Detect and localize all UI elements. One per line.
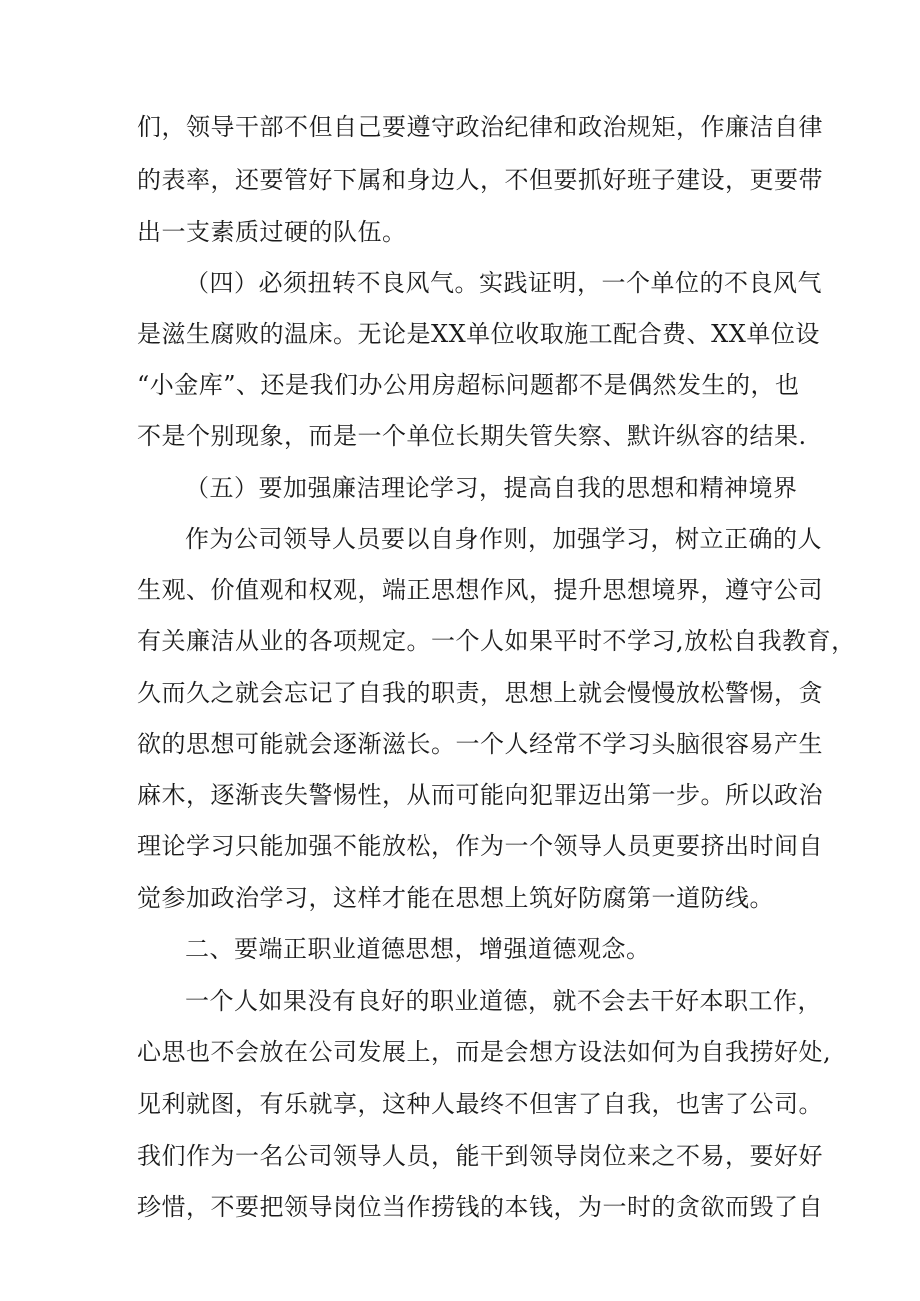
text-line: 久而久之就会忘记了自我的职责，思想上就会慢慢放松警惕，贪 <box>137 679 823 707</box>
text-line: 出一支素质过硬的队伍。 <box>137 218 407 246</box>
text-line: 欲的思想可能就会逐渐滋长。一个人经常不学习头脑很容易产生 <box>137 730 823 758</box>
text-line: 麻木，逐渐丧失警惕性，从而可能向犯罪迈出第一步。所以政治 <box>137 781 823 809</box>
section-heading-2: 二、要端正职业道德思想，增强道德观念。 <box>185 935 651 963</box>
text-line: 见利就图，有乐就享，这种人最终不但害了自我，也害了公司。 <box>137 1090 823 1118</box>
text-line: 心思也不会放在公司发展上，而是会想方设法如何为自我捞好处, <box>137 1038 832 1066</box>
text-line: 生观、价值观和权观，端正思想作风，提升思想境界，遵守公司 <box>137 576 823 604</box>
paragraph-heading-5: （五）要加强廉洁理论学习，提高自我的思想和精神境界 <box>185 474 798 502</box>
text-line: 我们作为一名公司领导人员，能干到领导岗位来之不易，要好好 <box>137 1142 823 1170</box>
text-line: “小金库”、还是我们办公用房超标问题都不是偶然发生的，也 <box>137 371 800 399</box>
paragraph-heading-4: （四）必须扭转不良风气。实践证明，一个单位的不良风气 <box>185 269 822 297</box>
text-line: 一个人如果没有良好的职业道德，就不会去干好本职工作， <box>185 987 822 1015</box>
text-line: 是滋生腐败的温床。无论是XX单位收取施工配合费、XX单位设 <box>137 320 820 348</box>
text-line: 有关廉洁从业的各项规定。一个人如果平时不学习,放松自我教育， <box>137 627 856 655</box>
text-line: 珍惜，不要把领导岗位当作捞钱的本钱，为一时的贪欲而毁了自 <box>137 1193 823 1221</box>
text-line: 理论学习只能加强不能放松，作为一个领导人员更要挤出时间自 <box>137 832 823 860</box>
text-line: 觉参加政治学习，这样才能在思想上筑好防腐第一道防线。 <box>137 884 774 912</box>
text-line: 不是个别现象，而是一个单位长期失管失察、默许纵容的结果. <box>137 422 807 450</box>
text-line: 作为公司领导人员要以自身作则，加强学习，树立正确的人 <box>185 525 822 553</box>
text-line: 们，领导干部不但自己要遵守政治纪律和政治规矩，作廉洁自律 <box>137 113 823 141</box>
text-line: 的表率，还要管好下属和身边人，不但要抓好班子建设，更要带 <box>137 166 823 194</box>
